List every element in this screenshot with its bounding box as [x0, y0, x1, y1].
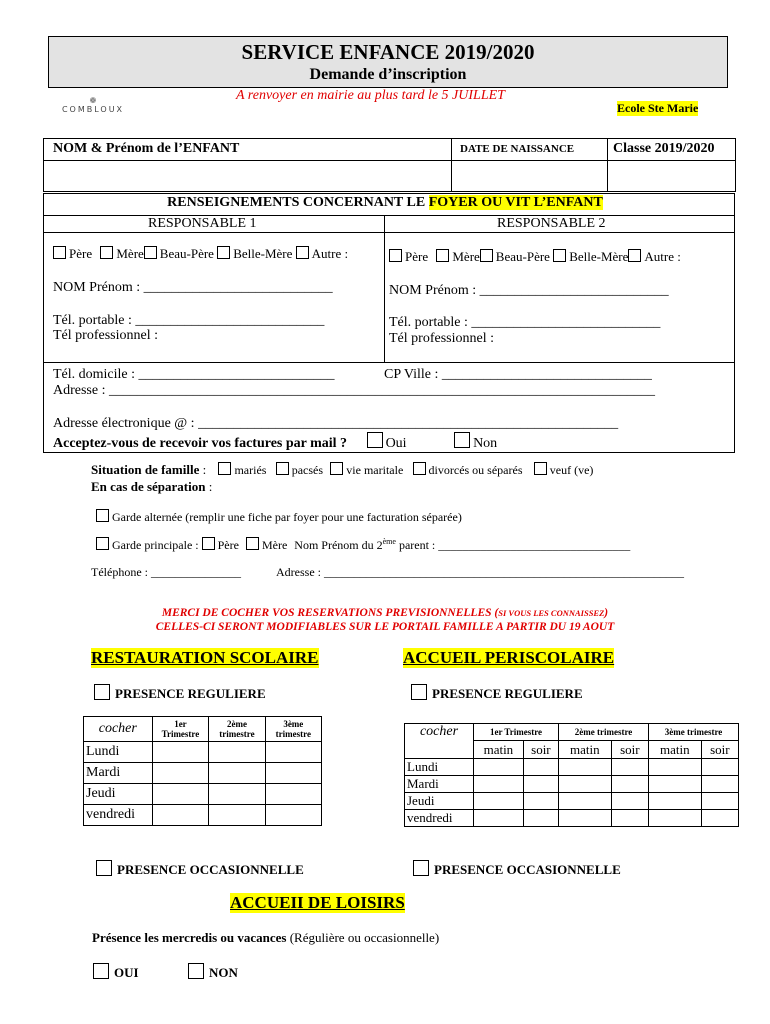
- checkbox[interactable]: [93, 963, 109, 979]
- alternate-custody-option[interactable]: [96, 509, 462, 525]
- soir-header: soir: [701, 741, 738, 759]
- role-mere-2[interactable]: [436, 249, 479, 264]
- invoice-no-option[interactable]: [454, 436, 497, 451]
- title-banner: [48, 36, 728, 88]
- table-row: [84, 763, 322, 784]
- loisirs-oui-option[interactable]: [93, 963, 139, 981]
- role-label: Belle-Mère: [569, 249, 629, 264]
- restauration-table: [83, 716, 322, 826]
- cell[interactable]: [152, 784, 209, 805]
- email-field[interactable]: Adresse électronique @ : ____________________________________________________________: [53, 416, 619, 431]
- household-title-highlight: FOYER OU VIT L’ENFANT: [428, 195, 603, 210]
- cell[interactable]: [559, 810, 612, 827]
- combloux-logo: [58, 97, 128, 114]
- family-situation-label: Situation de famille: [91, 462, 200, 477]
- checkbox[interactable]: [454, 432, 470, 448]
- day-label: Mardi: [405, 776, 474, 793]
- child-name-field[interactable]: [45, 161, 450, 190]
- role-label: Mère: [452, 249, 480, 264]
- resp1-mobile-field[interactable]: Tél. portable : ___________________________: [53, 313, 325, 328]
- checkbox[interactable]: [96, 509, 109, 522]
- home-phone-field[interactable]: Tél. domicile : ____________________________: [53, 367, 335, 382]
- trimestre-label: 2ème trimestre: [574, 727, 633, 737]
- cell[interactable]: [209, 742, 265, 763]
- option-label: vie maritale: [346, 463, 404, 477]
- checkbox[interactable]: [628, 249, 641, 262]
- checkbox[interactable]: [413, 462, 426, 475]
- loisirs-presence-text: [92, 930, 439, 946]
- principal-pere-option[interactable]: [202, 538, 239, 552]
- cell[interactable]: [611, 776, 648, 793]
- trimestre-label: 3ème trimestre: [664, 727, 723, 737]
- checkbox[interactable]: [389, 249, 402, 262]
- periscolaire-regular-label: PRESENCE REGULIERE: [432, 686, 583, 701]
- periscolaire-table: [404, 723, 739, 827]
- invoice-yes-option[interactable]: [367, 436, 407, 451]
- family-situation-colon: :: [199, 462, 207, 477]
- cell[interactable]: [523, 759, 558, 776]
- deadline-note: A renvoyer en mairie au plus tard le 5 JUILLET: [236, 88, 505, 103]
- day-label: Jeudi: [84, 784, 153, 805]
- cell[interactable]: [209, 784, 265, 805]
- notice-line-2: CELLES-CI SERONT MODIFIABLES SUR LE PORTAIL FAMILLE A PARTIR DU 19 AOUT: [155, 621, 615, 633]
- soir-header: soir: [523, 741, 558, 759]
- role-label: Autre :: [311, 246, 349, 261]
- child-info-grid: [43, 138, 736, 192]
- checkbox[interactable]: [96, 537, 109, 550]
- option-divorces[interactable]: [413, 462, 523, 477]
- second-parent-sup: ème: [382, 537, 396, 546]
- trimestre-label: 3ème trimestre: [275, 719, 311, 739]
- role-label: Mère: [116, 246, 144, 261]
- principal-custody-row: [96, 537, 630, 553]
- cocher-label: cocher: [419, 724, 459, 739]
- restauration-occasional-option[interactable]: [96, 860, 304, 878]
- checkbox[interactable]: [202, 537, 215, 550]
- trimestre-3-header: [265, 717, 321, 742]
- cell[interactable]: [152, 805, 209, 826]
- alternate-custody-label: Garde alternée (remplir une fiche par foyer pour une facturation séparée): [112, 510, 462, 524]
- loisirs-title: ACCUEII DE LOISIRS: [230, 893, 405, 912]
- second-parent-field[interactable]: [294, 538, 630, 552]
- loisirs-presence-rest: (Régulière ou occasionnelle): [286, 930, 440, 945]
- day-label: Lundi: [405, 759, 474, 776]
- trimestre-2-header: [559, 724, 649, 741]
- cocher-label: cocher: [98, 721, 137, 736]
- role-label: Père: [405, 249, 429, 264]
- table-row: [405, 793, 739, 810]
- role-label: Père: [69, 246, 93, 261]
- day-label: Lundi: [84, 742, 153, 763]
- checkbox[interactable]: [276, 462, 289, 475]
- loisirs-non-label: NON: [209, 965, 238, 980]
- notice-line-1-small: SI VOUS LES CONNAISSEZ: [498, 608, 605, 618]
- table-row: [405, 810, 739, 827]
- invoice-yes-label: Oui: [385, 436, 407, 451]
- separation-row: [91, 479, 212, 495]
- trimestre-label: 2ème trimestre: [219, 719, 255, 739]
- principal-pere-label: Père: [217, 538, 239, 552]
- resp2-roles: [389, 249, 681, 265]
- cell[interactable]: [209, 805, 265, 826]
- checkbox[interactable]: [144, 246, 157, 259]
- checkbox[interactable]: [296, 246, 309, 259]
- principal-custody-option[interactable]: [96, 538, 199, 552]
- reservation-notice: [0, 606, 770, 634]
- role-beau-pere-2[interactable]: [480, 249, 550, 264]
- cell[interactable]: [648, 793, 701, 810]
- role-belle-mere-2[interactable]: [553, 249, 628, 264]
- cell[interactable]: [265, 763, 321, 784]
- checkbox[interactable]: [94, 684, 110, 700]
- option-label: pacsés: [291, 463, 324, 477]
- option-vie-maritale[interactable]: [330, 462, 403, 477]
- trimestre-label: 1er Trimestre: [161, 719, 200, 739]
- periscolaire-occasional-option[interactable]: [413, 860, 621, 878]
- cell[interactable]: [701, 793, 738, 810]
- checkbox[interactable]: [480, 249, 493, 262]
- cocher-header: [84, 717, 153, 742]
- checkbox[interactable]: [436, 249, 449, 262]
- child-name-label: NOM & Prénom de l’ENFANT: [53, 141, 240, 156]
- cell[interactable]: [523, 793, 558, 810]
- day-label: Mardi: [84, 763, 153, 784]
- notice-line-1-end: ): [604, 607, 609, 619]
- checkbox[interactable]: [553, 249, 566, 262]
- role-label: Autre :: [644, 249, 681, 264]
- table-row: [405, 759, 739, 776]
- loisirs-presence-bold: Présence les mercredis ou vacances: [92, 930, 287, 945]
- child-class-label: Classe 2019/2020: [613, 141, 715, 156]
- option-maries[interactable]: [218, 462, 266, 477]
- periscolaire-regular-option[interactable]: [411, 684, 583, 702]
- role-label: Beau-Père: [159, 246, 214, 261]
- resp2-work-phone[interactable]: Tél professionnel :: [389, 331, 494, 346]
- separation-colon: :: [205, 479, 213, 494]
- restauration-regular-label: PRESENCE REGULIERE: [115, 686, 266, 701]
- periscolaire-occasional-label: PRESENCE OCCASIONNELLE: [434, 862, 621, 877]
- checkbox[interactable]: [367, 432, 383, 448]
- invoice-no-label: Non: [473, 436, 498, 451]
- option-label: veuf (ve): [549, 463, 594, 477]
- role-autre-1[interactable]: [296, 246, 348, 261]
- cell[interactable]: [559, 793, 612, 810]
- principal-custody-label: Garde principale :: [112, 538, 199, 552]
- logo-text: COMBLOUX: [61, 105, 125, 114]
- cell[interactable]: [648, 776, 701, 793]
- option-label: divorcés ou séparés: [428, 463, 523, 477]
- restauration-title: RESTAURATION SCOLAIRE: [91, 648, 319, 667]
- cell[interactable]: [523, 810, 558, 827]
- cell[interactable]: [611, 793, 648, 810]
- option-veuf[interactable]: [534, 462, 594, 477]
- second-parent-prefix: Nom Prénom du 2: [294, 538, 383, 552]
- role-pere-2[interactable]: [389, 249, 428, 264]
- notice-line-1-text: MERCI DE COCHER VOS RESERVATIONS PREVISIONNELLES (: [161, 607, 499, 619]
- matin-header: matin: [648, 741, 701, 759]
- cell[interactable]: [209, 763, 265, 784]
- resp1-work-phone[interactable]: Tél professionnel :: [53, 328, 158, 343]
- cell[interactable]: [474, 759, 524, 776]
- trimestre-3-header: [648, 724, 738, 741]
- page-subtitle: Demande d’inscription: [309, 66, 467, 83]
- page-title: SERVICE ENFANCE 2019/2020: [241, 40, 535, 64]
- option-pacses[interactable]: [276, 462, 323, 477]
- table-row: [84, 742, 322, 763]
- checkbox[interactable]: [534, 462, 547, 475]
- second-parent-suffix: parent : ________________________________: [395, 538, 631, 552]
- principal-mere-option[interactable]: [246, 538, 287, 552]
- child-class-field[interactable]: [608, 161, 734, 190]
- role-label: Beau-Père: [495, 249, 550, 264]
- role-beau-pere-1[interactable]: [144, 246, 214, 261]
- cell[interactable]: [559, 776, 612, 793]
- separation-label: En cas de séparation: [91, 479, 206, 494]
- cell[interactable]: [265, 784, 321, 805]
- cell[interactable]: [474, 793, 524, 810]
- address-field[interactable]: Adresse : ______________________________________________________________________________: [53, 383, 655, 398]
- role-mere-1[interactable]: [100, 246, 143, 261]
- cell[interactable]: [559, 759, 612, 776]
- resp2-mobile-field[interactable]: Tél. portable : ___________________________: [389, 315, 661, 330]
- checkbox[interactable]: [330, 462, 343, 475]
- cell[interactable]: [152, 742, 209, 763]
- role-pere-1[interactable]: [53, 246, 92, 261]
- second-parent-phone-field[interactable]: Téléphone : _______________: [91, 565, 241, 579]
- cocher-header: [405, 724, 474, 759]
- option-label: mariés: [234, 463, 267, 477]
- principal-mere-label: Mère: [261, 538, 288, 552]
- trimestre-1-header: [152, 717, 209, 742]
- role-belle-mere-1[interactable]: [217, 246, 292, 261]
- child-dob-label: DATE DE NAISSANCE: [460, 143, 575, 155]
- notice-line-1: [0, 606, 770, 620]
- invoice-by-mail-row: [53, 432, 497, 452]
- cell[interactable]: [611, 759, 648, 776]
- cell[interactable]: [611, 810, 648, 827]
- restauration-occasional-label: PRESENCE OCCASIONNELLE: [117, 862, 304, 877]
- restauration-regular-option[interactable]: [94, 684, 266, 702]
- household-title-text: RENSEIGNEMENTS CONCERNANT LE: [167, 195, 429, 210]
- loisirs-oui-label: OUI: [114, 965, 139, 980]
- day-label: vendredi: [405, 810, 474, 827]
- day-label: vendredi: [84, 805, 153, 826]
- periscolaire-title: ACCUEIL PERISCOLAIRE: [403, 648, 615, 667]
- checkbox[interactable]: [411, 684, 427, 700]
- trimestre-label: 1er Trimestre: [489, 727, 543, 737]
- cp-city-field[interactable]: CP Ville : ______________________________: [384, 367, 652, 382]
- cell[interactable]: [648, 810, 701, 827]
- table-row: [84, 784, 322, 805]
- cell[interactable]: [701, 776, 738, 793]
- role-autre-2[interactable]: [628, 249, 680, 264]
- cell[interactable]: [265, 805, 321, 826]
- checkbox[interactable]: [217, 246, 230, 259]
- table-row: [405, 776, 739, 793]
- cell[interactable]: [648, 759, 701, 776]
- trimestre-2-header: [209, 717, 265, 742]
- checkbox[interactable]: [413, 860, 429, 876]
- family-situation-row: [91, 462, 593, 478]
- household-title: [0, 195, 770, 211]
- role-label: Belle-Mère: [233, 246, 293, 261]
- checkbox[interactable]: [96, 860, 112, 876]
- invoice-question: Acceptez-vous de recevoir vos factures par mail ?: [53, 436, 348, 451]
- cell[interactable]: [474, 810, 524, 827]
- checkbox[interactable]: [100, 246, 113, 259]
- cell[interactable]: [474, 776, 524, 793]
- cell[interactable]: [523, 776, 558, 793]
- logo-emblem-icon: ❁: [89, 96, 97, 105]
- day-label: Jeudi: [405, 793, 474, 810]
- cell[interactable]: [152, 763, 209, 784]
- responsable-2-header: RESPONSABLE 2: [497, 216, 606, 231]
- responsable-1-header: RESPONSABLE 1: [148, 216, 257, 231]
- cell[interactable]: [701, 810, 738, 827]
- cell[interactable]: [701, 759, 738, 776]
- checkbox[interactable]: [246, 537, 259, 550]
- resp1-name-field[interactable]: NOM Prénom : ___________________________: [53, 280, 333, 295]
- resp1-roles: [53, 246, 348, 262]
- soir-header: soir: [611, 741, 648, 759]
- checkbox[interactable]: [53, 246, 66, 259]
- resp2-name-field[interactable]: NOM Prénom : ___________________________: [389, 283, 669, 298]
- school-badge: Ecole Ste Marie: [617, 101, 699, 115]
- checkbox[interactable]: [218, 462, 231, 475]
- second-parent-address-field[interactable]: Adresse : ____________________________________________________________: [276, 565, 684, 579]
- cell[interactable]: [265, 742, 321, 763]
- matin-header: matin: [474, 741, 524, 759]
- checkbox[interactable]: [188, 963, 204, 979]
- matin-header: matin: [559, 741, 612, 759]
- loisirs-non-option[interactable]: [188, 963, 238, 981]
- table-row: [84, 805, 322, 826]
- child-dob-field[interactable]: [452, 161, 606, 190]
- trimestre-1-header: [474, 724, 559, 741]
